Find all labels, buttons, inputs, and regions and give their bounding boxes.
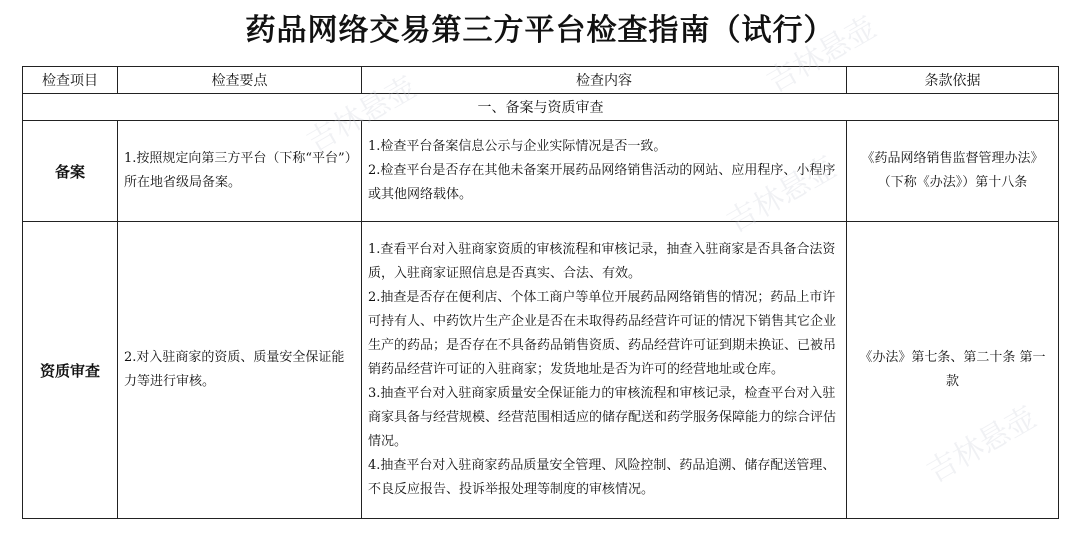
- content-paragraph: 4.抽查平台对入驻商家药品质量安全管理、风险控制、药品追溯、储存配送管理、不良反应报告、投诉举报处理等制度的审核情况。: [368, 458, 836, 497]
- watermark-text: 吉林悬壶: [921, 399, 1043, 491]
- inspection-table: [22, 66, 1059, 519]
- row-basis: 《药品网络销售监督管理办法》（下称《办法》）第十八条: [847, 121, 1059, 222]
- row-item: 资质审查: [23, 222, 118, 519]
- watermark-text: 吉林悬壶: [721, 149, 843, 241]
- content-paragraph: 2.检查平台是否存在其他未备案开展药品网络销售活动的网站、应用程序、小程序或其他网络载体。: [368, 163, 836, 202]
- table-row: [23, 121, 1059, 222]
- row-content: [362, 121, 847, 222]
- content-paragraph: 3.抽查平台对入驻商家质量安全保证能力的审核流程和审核记录，检查平台对入驻商家具备与经营规模、经营范围相适应的储存配送和药学服务保障能力的综合评估情况。: [368, 386, 837, 449]
- row-point: 2.对入驻商家的资质、质量安全保证能力等进行审核。: [118, 222, 362, 519]
- content-paragraph: 1.查看平台对入驻商家资质的审核流程和审核记录，抽查入驻商家是否具备合法资质，入驻商家证照信息是否真实、合法、有效。: [368, 242, 836, 281]
- section-row: [23, 94, 1059, 121]
- header-row: [23, 67, 1059, 94]
- table-row: [23, 222, 1059, 519]
- header-point: 检查要点: [118, 67, 362, 94]
- row-item: 备案: [23, 121, 118, 222]
- watermark-text: 吉林悬壶: [761, 9, 883, 101]
- section-title: 一、备案与资质审查: [23, 94, 1059, 121]
- row-basis: 《办法》第七条、第二十条 第一款: [847, 222, 1059, 519]
- content-paragraph: 2.抽查是否存在便利店、个体工商户等单位开展药品网络销售的情况；药品上市许可持有人、中药饮片生产企业是否在未取得药品经营许可证的情况下销售其它企业生产的药品；是否存在不具备药品销售资质、药品经营许可证到期未换证、已被吊销药品经营许可证的入驻商家；发货地址是否为许可的经营地址或仓库。: [368, 290, 837, 377]
- watermark-text: 吉林悬壶: [301, 69, 423, 161]
- header-basis: 条款依据: [847, 67, 1059, 94]
- header-item: 检查项目: [23, 67, 118, 94]
- header-content: 检查内容: [362, 67, 847, 94]
- row-point: 1.按照规定向第三方平台（下称“平台”）所在地省级局备案。: [118, 121, 362, 222]
- content-paragraph: 1.检查平台备案信息公示与企业实际情况是否一致。: [368, 139, 667, 154]
- document-title: 药品网络交易第三方平台检查指南（试行）: [245, 13, 835, 48]
- row-content: [362, 222, 847, 519]
